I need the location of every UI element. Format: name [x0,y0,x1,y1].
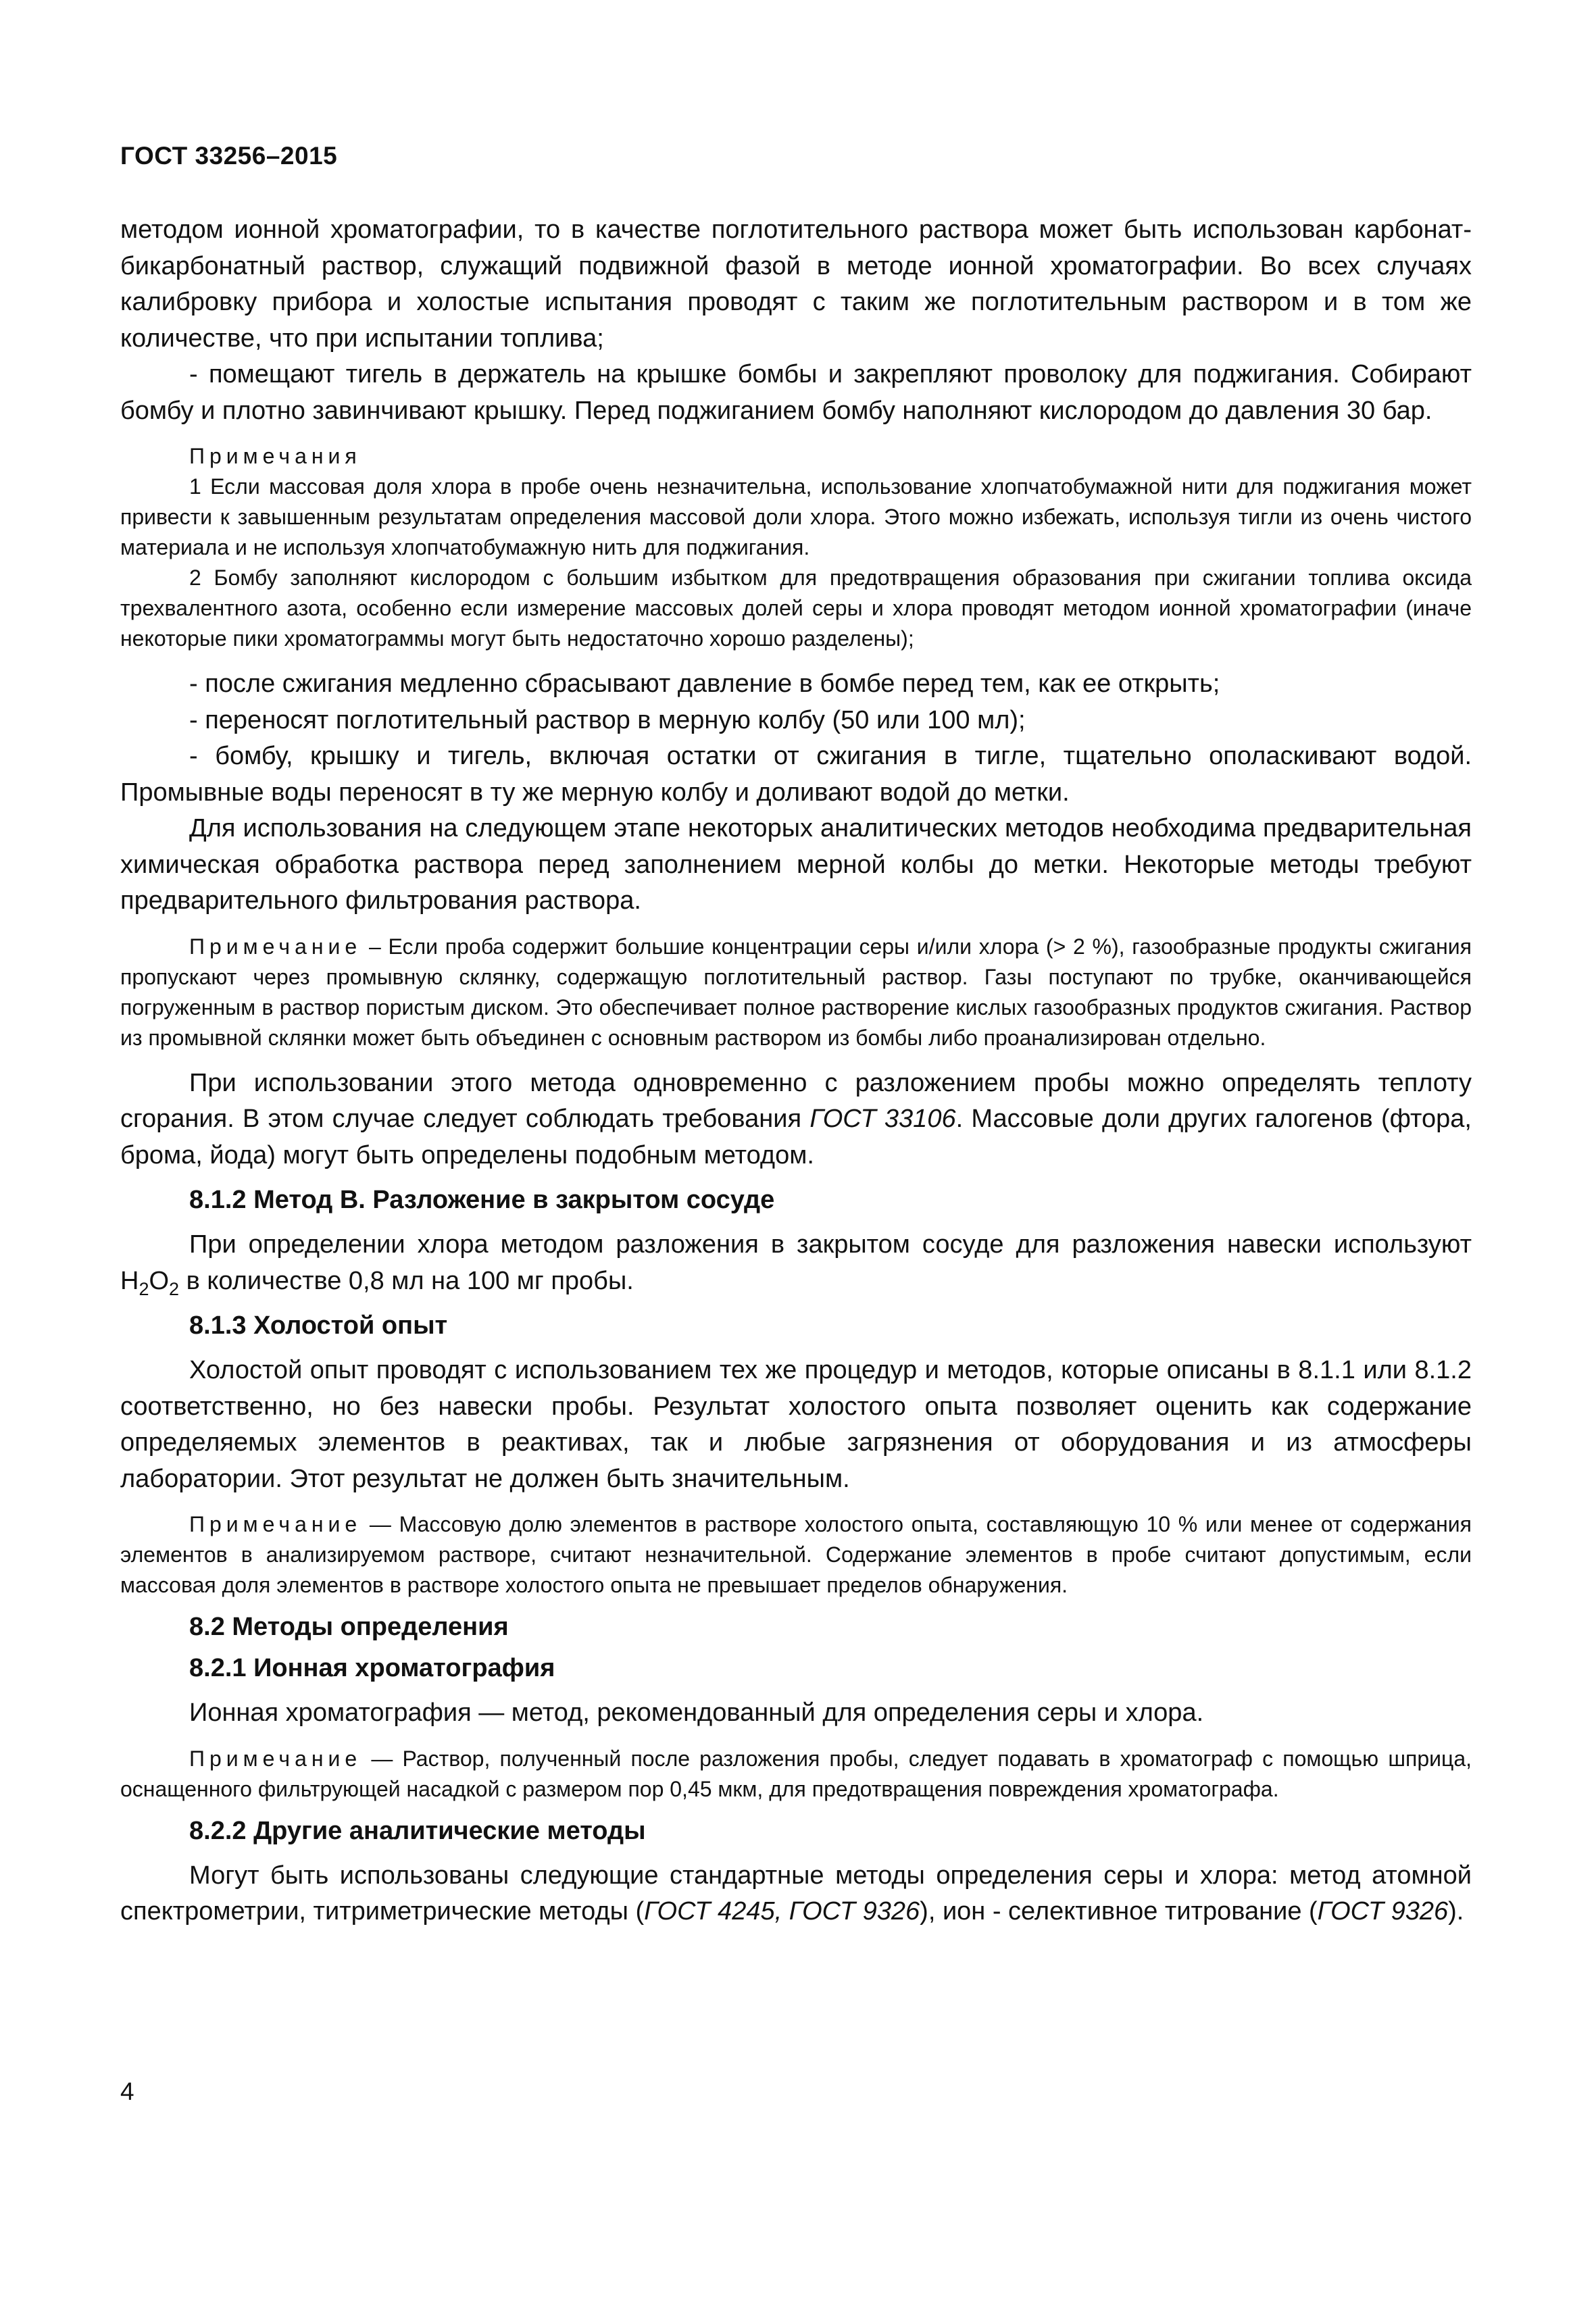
section-heading: 8.1.2 Метод В. Разложение в закрытом сосуде [189,1186,775,1214]
standard-reference: ГОСТ 33106 [809,1105,956,1133]
note: 2 Бомбу заполняют кислородом с большим избытком для предотвращения образования при сжигании топлива оксида трехвалентного азота, особенно если измерение массовых долей серы и хлора проводят методом ионной хроматографии (иначе некоторые пики хроматограммы могут быть недостаточно хорошо разделены); [120,565,1472,651]
paragraph: - переносят поглотительный раствор в мерную колбу (50 или 100 мл); [189,705,1026,734]
standard-reference: ГОСТ 9326 [1317,1897,1449,1926]
paragraph: Холостой опыт проводят с использованием тех же процедур и методов, которые описаны в 8.1.1 или 8.1.2 соответственно, но без навески пробы. Результат холостого опыта позволяет оценить как содержание определяемых элементов в реактивах, так и любые загрязнения от оборудования и из атмосферы лаборатории. Этот результат не должен быть значительным. [120,1356,1472,1493]
paragraph: - бомбу, крышку и тигель, включая остатки от сжигания в тигле, тщательно ополаскивают водой. Промывные воды переносят в ту же мерную колбу и доливают водой до метки. [120,742,1472,807]
paragraph: - помещают тигель в держатель на крышке бомбы и закрепляют проволоку для поджигания. Собирают бомбу и плотно завинчивают крышку. Перед поджиганием бомбу наполняют кислородом до давления 30 бар. [120,360,1472,425]
paragraph [120,1065,1472,1174]
paragraph [120,1227,1472,1299]
paragraph: методом ионной хроматографии, то в качестве поглотительного раствора может быть использован карбонат-бикарбонатный раствор, служащий подвижной фазой в методе ионной хроматографии. Во всех случаях калибровку прибора и холостые испытания проводят с таким же поглотительным раствором и в том же количестве, что при испытании топлива; [120,216,1472,353]
page-number: 4 [120,2078,134,2105]
document-page [120,142,1472,1930]
notes-label: Примечания [189,444,361,468]
note: 1 Если массовая доля хлора в пробе очень незначительна, использование хлопчатобумажной нити для поджигания может привести к завышенным результатам определения массовой доли хлора. Этого можно избежать, используя тигли из очень чистого материала и не используя хлопчатобумажную нить для поджигания. [120,474,1472,559]
note [120,1744,1472,1805]
note-text: – Если проба содержит большие концентрации серы и/или хлора (> 2 %), газообразные продукты сжигания пропускают через промывную склянку, содержащую поглотительный раствор. Газы поступают по трубке, оканчивающейся погруженным в раствор пористым диском. Это обеспечивает полное растворение кислых газообразных продуктов сжигания. Раствор из промывной склянки может быть объединен с основным раствором из бомбы либо проанализирован отдельно. [120,934,1472,1050]
subscript: 2 [169,1278,180,1299]
paragraph: Ионная хроматография — метод, рекомендованный для определения серы и хлора. [189,1699,1204,1727]
paragraph-text: ). [1448,1897,1464,1926]
subscript: 2 [139,1278,149,1299]
paragraph: - после сжигания медленно сбрасывают давление в бомбе перед тем, как ее открыть; [189,670,1220,698]
paragraph-text: При определении хлора методом разложения в закрытом сосуде для разложения навески используют H [120,1230,1472,1295]
note-text: — Массовую долю элементов в растворе холостого опыта, составляющую 10 % или менее от содержания элементов в анализируемом растворе, считают незначительной. Содержание элементов в пробе считают допустимым, если массовая доля элементов в растворе холостого опыта не превышает пределов обнаружения. [120,1512,1472,1597]
paragraph-text: O [149,1266,170,1295]
section-heading: 8.2.2 Другие аналитические методы [189,1816,646,1845]
paragraph-text: в количестве 0,8 мл на 100 мг пробы. [179,1266,634,1295]
note-label: Примечание [189,1746,362,1771]
paragraph [120,1858,1472,1930]
section-heading: 8.2.1 Ионная хроматография [189,1654,555,1682]
document-header: ГОСТ 33256–2015 [120,142,338,170]
section-heading: 8.2 Методы определения [189,1613,509,1641]
note-label: Примечание [189,1512,362,1536]
paragraph-text: При использовании этого метода одновременно с разложением пробы можно определять теплоту сгорания. В этом случае следует соблюдать требования [120,1068,1472,1133]
paragraph: Для использования на следующем этапе некоторых аналитических методов необходима предварительная химическая обработка раствора перед заполнением мерной колбы до метки. Некоторые методы требуют предварительного фильтрования раствора. [120,814,1472,915]
section-heading: 8.1.3 Холостой опыт [189,1311,448,1340]
note [120,1509,1472,1601]
paragraph-text: . Массовые доли других галогенов (фтора, брома, йода) могут быть определены подобным методом. [120,1105,1472,1169]
note-text: — Раствор, полученный после разложения пробы, следует подавать в хроматограф с помощью шприца, оснащенного фильтрующей насадкой с размером пор 0,45 мкм, для предотвращения повреждения хроматографа. [120,1746,1472,1801]
paragraph-text: ), ион - селективное титрование ( [920,1897,1318,1926]
note [120,932,1472,1053]
standard-reference: ГОСТ 4245, ГОСТ 9326 [644,1897,920,1926]
note-label: Примечание [189,934,362,959]
paragraph-text: Могут быть использованы следующие стандартные методы определения серы и хлора: метод атомной спектрометрии, титриметрические методы ( [120,1861,1472,1926]
